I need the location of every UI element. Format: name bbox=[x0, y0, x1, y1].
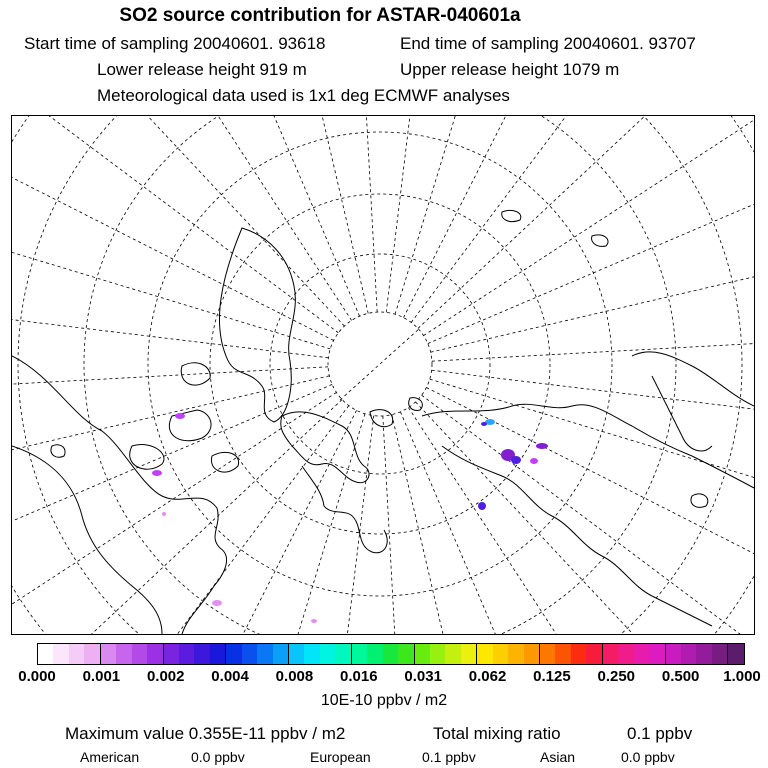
map-title: SO2 source contribution for ASTAR-040601a bbox=[119, 5, 521, 26]
meridian-line bbox=[12, 116, 330, 349]
meridian-line bbox=[12, 376, 329, 569]
lower-release-label: Lower release height 919 m bbox=[97, 60, 307, 79]
colorbar-cell bbox=[477, 644, 492, 664]
latitude-circle bbox=[12, 116, 754, 634]
colorbar-cell bbox=[335, 644, 351, 664]
colorbar-cell bbox=[226, 644, 241, 664]
meridian-line bbox=[12, 384, 332, 634]
colorbar-tick-label: 0.125 bbox=[533, 668, 571, 685]
region-asian-label: Asian bbox=[540, 749, 576, 765]
colorbar-cell bbox=[571, 644, 586, 664]
colorbar-tick-label: 0.008 bbox=[275, 668, 314, 685]
colorbar-cell bbox=[69, 644, 84, 664]
colorbar-cell bbox=[415, 644, 430, 664]
meridian-line bbox=[431, 160, 754, 353]
colorbar-tick-label: 0.001 bbox=[82, 668, 121, 685]
colorbar-cell bbox=[304, 644, 319, 664]
latitude-circle bbox=[328, 312, 432, 416]
pole-line bbox=[340, 328, 420, 400]
meridian-line bbox=[27, 116, 360, 316]
met-data-label: Meteorological data used is 1x1 deg ECMWF analyses bbox=[97, 86, 510, 105]
colorbar-cell bbox=[540, 644, 555, 664]
end-time-label: End time of sampling 20040601. 93707 bbox=[400, 34, 696, 53]
colorbar-tick-label: 1.000 bbox=[723, 668, 761, 685]
meridian-line bbox=[12, 392, 336, 634]
colorbar-cell bbox=[461, 644, 477, 664]
colorbar-unit: 10E-10 ppbv / m2 bbox=[320, 692, 448, 709]
colorbar-tick-label: 0.062 bbox=[468, 668, 507, 685]
graticule bbox=[12, 116, 754, 634]
colorbar-cell bbox=[194, 644, 209, 664]
latitude-circle bbox=[148, 132, 612, 596]
colorbar-tick-label: 0.002 bbox=[146, 668, 185, 685]
coastline-kamchatka bbox=[652, 376, 712, 451]
colorbar-cell bbox=[696, 644, 711, 664]
total-mixing-value: 0.1 ppbv bbox=[627, 724, 693, 743]
meridian-line bbox=[392, 415, 585, 634]
colorbar-cell bbox=[289, 644, 304, 664]
colorbar-cell bbox=[53, 644, 68, 664]
colorbar bbox=[37, 643, 745, 665]
colorbar-cell bbox=[84, 644, 100, 664]
polar-map bbox=[11, 115, 755, 635]
colorbar-cell bbox=[398, 644, 414, 664]
latitude-circle bbox=[210, 194, 550, 534]
colorbar-cell bbox=[508, 644, 523, 664]
so2-plume-blob bbox=[536, 443, 548, 449]
coastline-europe bbox=[302, 466, 387, 553]
colorbar-tick-label: 0.250 bbox=[597, 668, 636, 685]
so2-plume-blob bbox=[212, 600, 222, 606]
colorbar-cell bbox=[586, 644, 602, 664]
colorbar-cell bbox=[430, 644, 445, 664]
colorbar-tick-label: 0.500 bbox=[661, 668, 700, 685]
region-american-value: 0.0 ppbv bbox=[191, 749, 245, 765]
so2-plume-blob bbox=[175, 413, 185, 419]
coastline-siberia bbox=[422, 404, 754, 488]
colorbar-tick-label: 0.004 bbox=[211, 668, 249, 685]
region-european-value: 0.1 ppbv bbox=[422, 749, 476, 765]
colorbar-cell bbox=[493, 644, 508, 664]
meridian-line bbox=[272, 416, 374, 634]
meridian-line bbox=[428, 116, 754, 344]
colorbar-cell bbox=[728, 644, 743, 664]
colorbar-cell bbox=[101, 644, 116, 664]
colorbar-cell bbox=[132, 644, 147, 664]
colorbar-cell bbox=[179, 644, 194, 664]
meridian-line bbox=[400, 412, 733, 634]
colorbar-cell bbox=[524, 644, 540, 664]
colorbar-cell bbox=[320, 644, 335, 664]
meridian-line bbox=[395, 116, 641, 314]
meridian-line bbox=[408, 408, 754, 634]
colorbar-cell bbox=[257, 644, 272, 664]
upper-release-label: Upper release height 1079 m bbox=[400, 60, 620, 79]
meridian-line bbox=[331, 116, 377, 312]
meridian-line bbox=[12, 256, 328, 358]
so2-plume-blob bbox=[478, 502, 486, 510]
so2-plume-blob bbox=[481, 422, 487, 426]
colorbar-cell bbox=[634, 644, 649, 664]
meridian-line bbox=[432, 370, 754, 472]
meridian-line bbox=[418, 116, 754, 328]
meridian-line bbox=[386, 116, 488, 312]
coastline-alaska bbox=[632, 352, 754, 406]
so2-plume-blob bbox=[162, 512, 166, 516]
meridian-line bbox=[432, 315, 754, 361]
so2-plume-blob bbox=[152, 470, 162, 476]
region-american-label: American bbox=[80, 749, 140, 765]
colorbar-cell bbox=[712, 644, 728, 664]
coastline-svalbard bbox=[370, 398, 422, 427]
meridian-line bbox=[12, 116, 338, 333]
colorbar-cell bbox=[352, 644, 367, 664]
meridian-line bbox=[404, 116, 754, 318]
colorbar-cell bbox=[38, 644, 53, 664]
colorbar-tick-label: 0.016 bbox=[340, 668, 378, 685]
colorbar-cell bbox=[666, 644, 681, 664]
latitude-circle bbox=[270, 254, 490, 474]
meridian-line bbox=[12, 400, 342, 634]
colorbar-tick-label: 0.031 bbox=[404, 668, 442, 685]
so2-plume-blob bbox=[511, 456, 521, 464]
meridian-line bbox=[12, 410, 356, 634]
so2-plumes bbox=[152, 413, 548, 623]
max-value-label: Maximum value 0.355E-11 ppbv / m2 bbox=[65, 724, 346, 743]
meridian-line bbox=[12, 116, 334, 340]
meridian-line bbox=[426, 388, 754, 634]
colorbar-cell bbox=[164, 644, 179, 664]
coastline-north-america bbox=[12, 356, 227, 634]
meridian-line bbox=[383, 416, 429, 634]
so2-plume-blob bbox=[311, 619, 317, 623]
so2-plume-blob bbox=[530, 458, 538, 464]
colorbar-cell bbox=[383, 644, 398, 664]
colorbar-cell bbox=[649, 644, 665, 664]
colorbar-cell bbox=[367, 644, 382, 664]
colorbar-cell bbox=[681, 644, 696, 664]
region-asian-value: 0.0 ppbv bbox=[621, 749, 675, 765]
colorbar-cell bbox=[445, 644, 460, 664]
total-mixing-label: Total mixing ratio bbox=[433, 724, 561, 743]
colorbar-cell bbox=[273, 644, 289, 664]
region-european-label: European bbox=[310, 749, 371, 765]
colorbar-cell bbox=[618, 644, 633, 664]
colorbar-cell bbox=[147, 644, 163, 664]
meridian-line bbox=[422, 395, 754, 634]
colorbar-cell bbox=[555, 644, 570, 664]
colorbar-tick-label: 0.000 bbox=[18, 668, 56, 685]
coastline-scandinavia bbox=[281, 412, 369, 483]
meridian-line bbox=[176, 116, 369, 313]
map-canvas bbox=[12, 116, 754, 634]
meridian-line bbox=[430, 379, 754, 625]
start-time-label: Start time of sampling 20040601. 93618 bbox=[24, 34, 326, 53]
meridian-line bbox=[12, 116, 352, 320]
colorbar-cell bbox=[210, 644, 226, 664]
colorbar-cell bbox=[603, 644, 618, 664]
colorbar-cell bbox=[242, 644, 257, 664]
meridian-line bbox=[119, 414, 365, 634]
colorbar-cell bbox=[116, 644, 131, 664]
